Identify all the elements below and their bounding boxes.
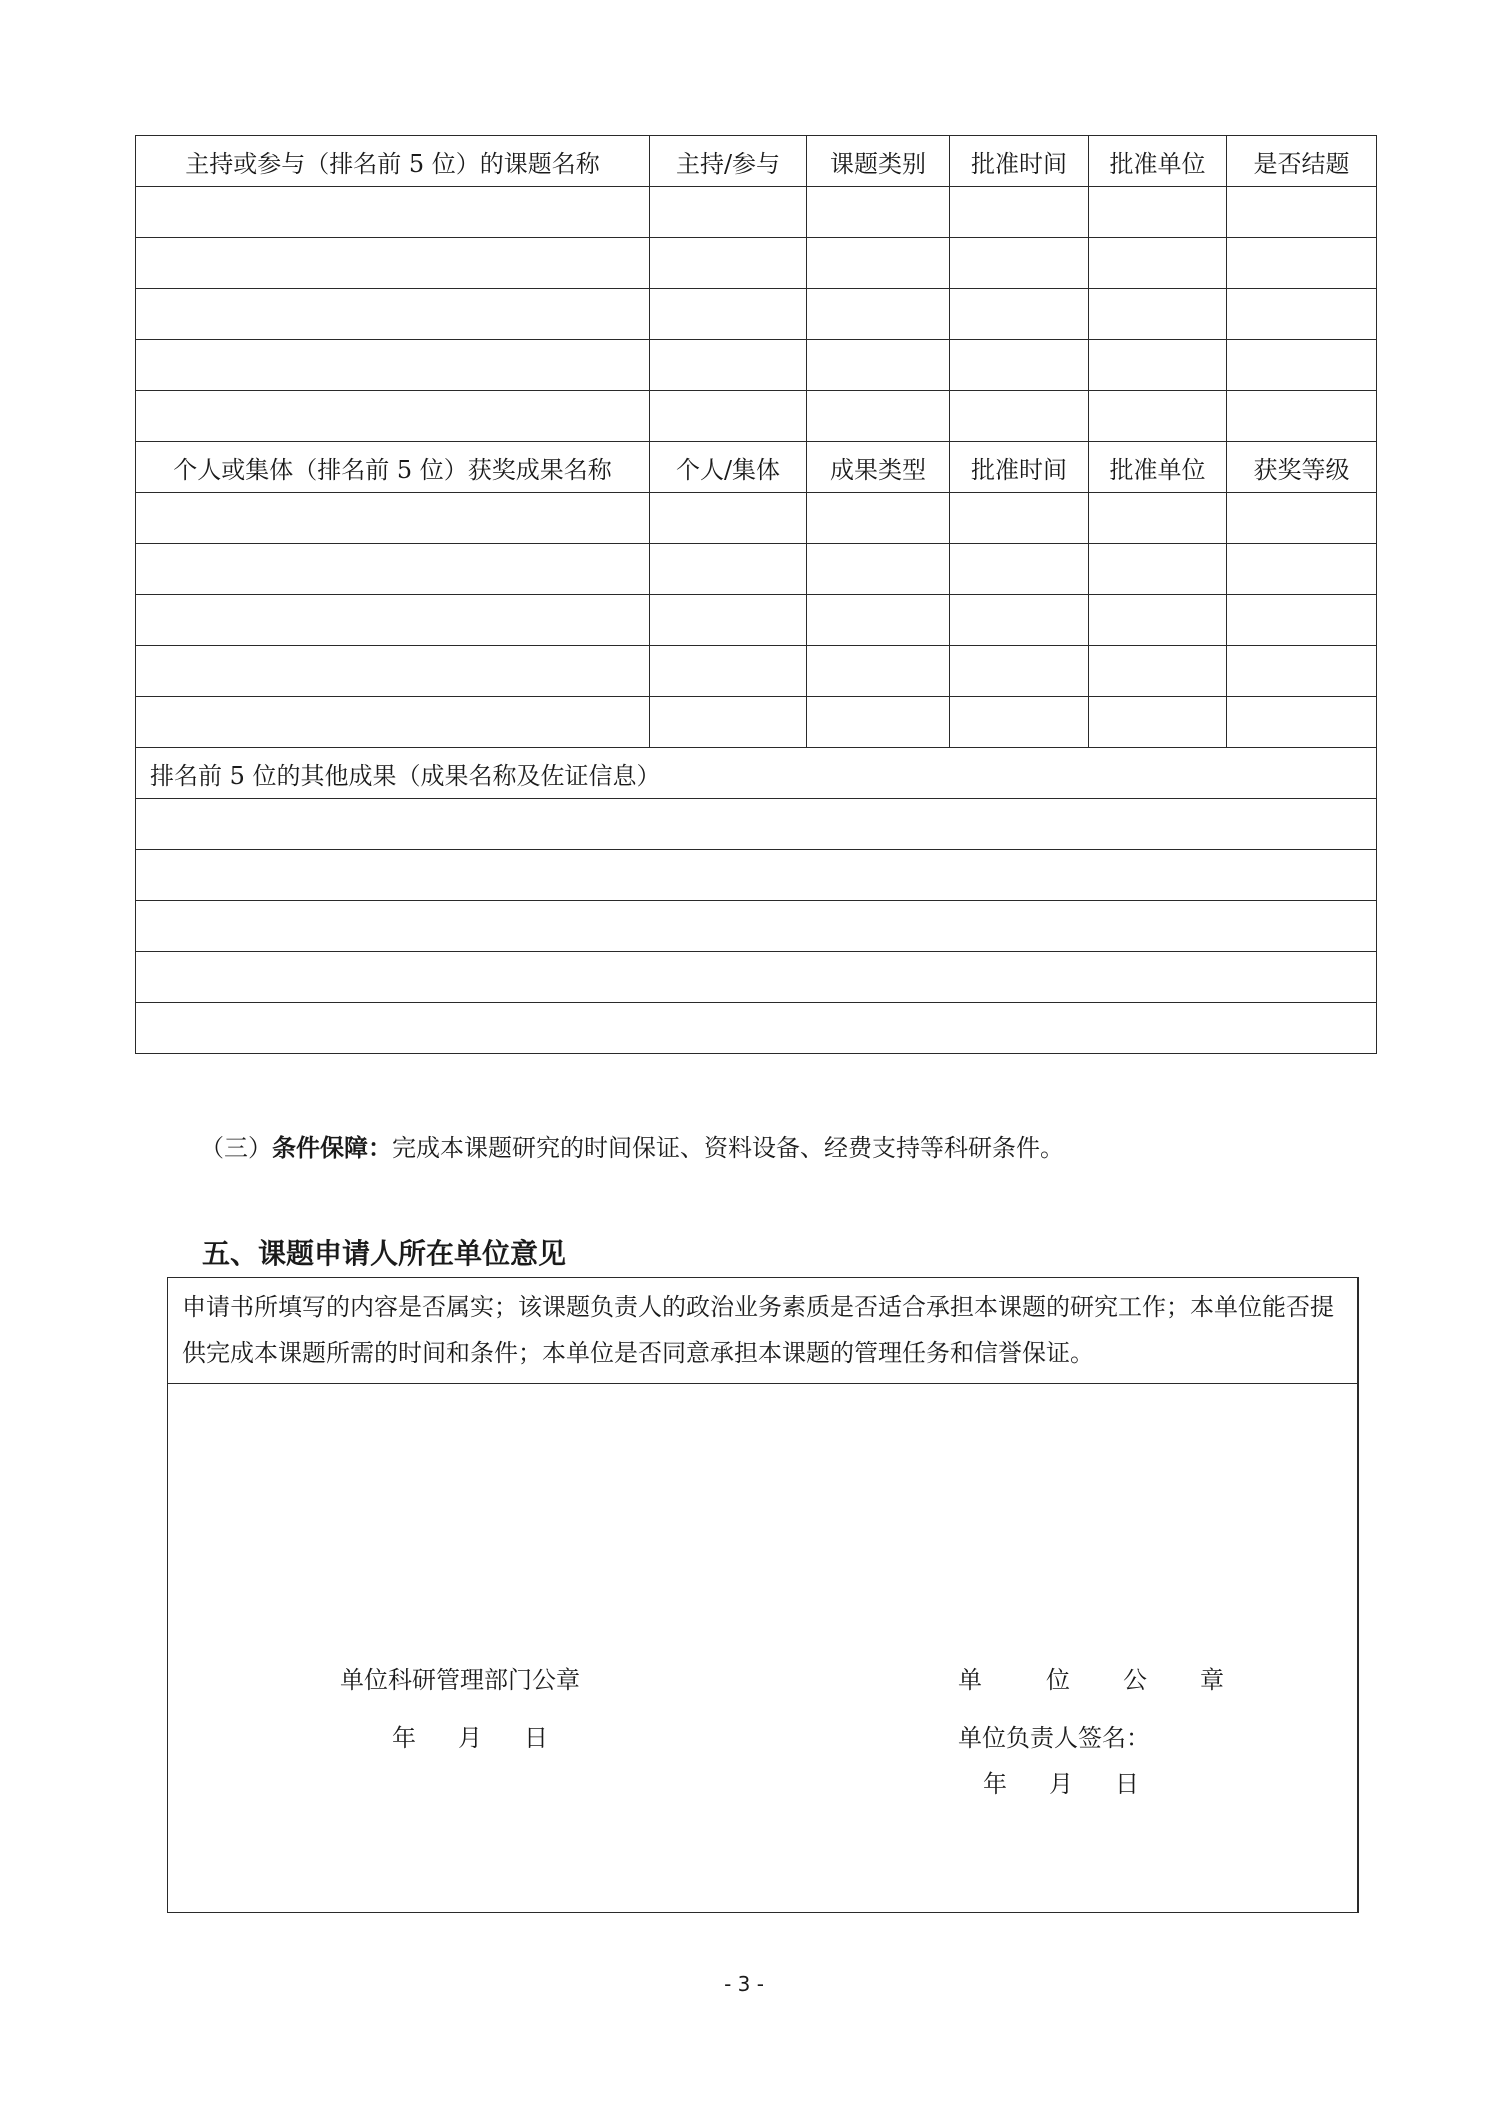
input-cell[interactable] bbox=[1089, 289, 1227, 340]
table-row bbox=[136, 289, 1377, 340]
input-cell[interactable] bbox=[1089, 187, 1227, 238]
input-cell[interactable] bbox=[650, 646, 807, 697]
input-cell[interactable] bbox=[650, 340, 807, 391]
other-header-row bbox=[136, 748, 1377, 799]
unit-opinion-description: 申请书所填写的内容是否属实；该课题负责人的政治业务素质是否适合承担本课题的研究工作；本单位能否提供完成本课题所需的时间和条件；本单位是否同意承担本课题的管理任务和信誉保证。 bbox=[168, 1278, 1357, 1384]
input-cell[interactable] bbox=[950, 595, 1089, 646]
input-cell[interactable] bbox=[1227, 187, 1377, 238]
input-cell[interactable] bbox=[136, 901, 1377, 952]
seal-char: 单 bbox=[958, 1666, 982, 1694]
signature-field[interactable]: 单位负责人签名： bbox=[958, 1724, 1150, 1752]
section-heading: 五、课题申请人所在单位意见 bbox=[202, 1237, 567, 1270]
header-cell: 批准时间 bbox=[950, 136, 1089, 187]
table-row bbox=[136, 493, 1377, 544]
input-cell[interactable] bbox=[136, 1003, 1377, 1054]
input-cell[interactable] bbox=[1227, 391, 1377, 442]
research-dept-seal-label: 单位科研管理部门公章 bbox=[340, 1666, 580, 1694]
header-cell: 是否结题 bbox=[1227, 136, 1377, 187]
table-row bbox=[136, 697, 1377, 748]
input-cell[interactable] bbox=[807, 544, 950, 595]
input-cell[interactable] bbox=[1089, 340, 1227, 391]
day-label: 日 bbox=[524, 1724, 548, 1752]
page-number: - 3 - bbox=[724, 1972, 764, 1996]
awards-header-row bbox=[136, 442, 1377, 493]
header-cell: 批准单位 bbox=[1089, 136, 1227, 187]
header-cell: 主持/参与 bbox=[650, 136, 807, 187]
day-label: 日 bbox=[1115, 1770, 1139, 1798]
input-cell[interactable] bbox=[950, 391, 1089, 442]
input-cell[interactable] bbox=[136, 289, 650, 340]
input-cell[interactable] bbox=[650, 493, 807, 544]
input-cell[interactable] bbox=[950, 646, 1089, 697]
seal-char: 章 bbox=[1200, 1666, 1224, 1694]
input-cell[interactable] bbox=[950, 289, 1089, 340]
input-cell[interactable] bbox=[136, 187, 650, 238]
input-cell[interactable] bbox=[1089, 493, 1227, 544]
input-cell[interactable] bbox=[1089, 238, 1227, 289]
input-cell[interactable] bbox=[136, 391, 650, 442]
input-cell[interactable] bbox=[1227, 697, 1377, 748]
table-row bbox=[136, 850, 1377, 901]
conditions-paragraph bbox=[200, 1128, 1064, 1163]
seal-char: 位 bbox=[1046, 1666, 1070, 1694]
header-cell: 批准单位 bbox=[1089, 442, 1227, 493]
input-cell[interactable] bbox=[950, 340, 1089, 391]
input-cell[interactable] bbox=[1089, 391, 1227, 442]
header-cell: 获奖等级 bbox=[1227, 442, 1377, 493]
header-cell: 个人/集体 bbox=[650, 442, 807, 493]
input-cell[interactable] bbox=[1089, 595, 1227, 646]
input-cell[interactable] bbox=[136, 340, 650, 391]
input-cell[interactable] bbox=[950, 187, 1089, 238]
input-cell[interactable] bbox=[650, 544, 807, 595]
input-cell[interactable] bbox=[1227, 238, 1377, 289]
input-cell[interactable] bbox=[950, 697, 1089, 748]
input-cell[interactable] bbox=[650, 595, 807, 646]
year-label: 年 bbox=[392, 1724, 416, 1752]
input-cell[interactable] bbox=[950, 544, 1089, 595]
input-cell[interactable] bbox=[136, 544, 650, 595]
table-row bbox=[136, 544, 1377, 595]
input-cell[interactable] bbox=[1227, 340, 1377, 391]
input-cell[interactable] bbox=[807, 187, 950, 238]
input-cell[interactable] bbox=[650, 289, 807, 340]
input-cell[interactable] bbox=[950, 238, 1089, 289]
table-row bbox=[136, 391, 1377, 442]
input-cell[interactable] bbox=[1089, 697, 1227, 748]
table-row bbox=[136, 901, 1377, 952]
conditions-text: 完成本课题研究的时间保证、资料设备、经费支持等科研条件。 bbox=[392, 1134, 1064, 1162]
unit-seal-label bbox=[958, 1660, 1224, 1695]
conditions-label: 条件保障： bbox=[272, 1133, 392, 1162]
input-cell[interactable] bbox=[1227, 493, 1377, 544]
table-row bbox=[136, 238, 1377, 289]
header-cell: 主持或参与（排名前 5 位）的课题名称 bbox=[136, 136, 650, 187]
achievements-table bbox=[135, 135, 1377, 1054]
input-cell[interactable] bbox=[650, 697, 807, 748]
header-cell: 批准时间 bbox=[950, 442, 1089, 493]
table-row bbox=[136, 595, 1377, 646]
input-cell[interactable] bbox=[136, 952, 1377, 1003]
input-cell[interactable] bbox=[136, 595, 650, 646]
input-cell[interactable] bbox=[650, 238, 807, 289]
header-cell: 成果类型 bbox=[807, 442, 950, 493]
input-cell[interactable] bbox=[650, 391, 807, 442]
input-cell[interactable] bbox=[1227, 544, 1377, 595]
input-cell[interactable] bbox=[950, 493, 1089, 544]
header-cell: 个人或集体（排名前 5 位）获奖成果名称 bbox=[136, 442, 650, 493]
input-cell[interactable] bbox=[1227, 646, 1377, 697]
input-cell[interactable] bbox=[807, 238, 950, 289]
table-row bbox=[136, 646, 1377, 697]
input-cell[interactable] bbox=[1227, 595, 1377, 646]
table-row bbox=[136, 1003, 1377, 1054]
input-cell[interactable] bbox=[650, 187, 807, 238]
right-date bbox=[983, 1764, 1139, 1799]
month-label: 月 bbox=[1049, 1770, 1073, 1798]
input-cell[interactable] bbox=[136, 850, 1377, 901]
year-label: 年 bbox=[983, 1770, 1007, 1798]
input-cell[interactable] bbox=[807, 697, 950, 748]
input-cell[interactable] bbox=[807, 646, 950, 697]
header-cell: 课题类别 bbox=[807, 136, 950, 187]
input-cell[interactable] bbox=[1089, 646, 1227, 697]
input-cell[interactable] bbox=[807, 289, 950, 340]
input-cell[interactable] bbox=[807, 340, 950, 391]
table-row bbox=[136, 187, 1377, 238]
seal-char: 公 bbox=[1123, 1666, 1147, 1694]
projects-header-row bbox=[136, 136, 1377, 187]
month-label: 月 bbox=[458, 1724, 482, 1752]
input-cell[interactable] bbox=[1227, 289, 1377, 340]
other-achievements-header: 排名前 5 位的其他成果（成果名称及佐证信息） bbox=[136, 748, 1377, 799]
input-cell[interactable] bbox=[807, 391, 950, 442]
input-cell[interactable] bbox=[136, 697, 650, 748]
input-cell[interactable] bbox=[136, 799, 1377, 850]
table-row bbox=[136, 952, 1377, 1003]
input-cell[interactable] bbox=[1089, 544, 1227, 595]
input-cell[interactable] bbox=[136, 646, 650, 697]
unit-opinion-box bbox=[167, 1277, 1359, 1913]
input-cell[interactable] bbox=[807, 595, 950, 646]
left-date bbox=[392, 1718, 548, 1753]
conditions-prefix: （三） bbox=[200, 1134, 272, 1162]
table-row bbox=[136, 340, 1377, 391]
table-row bbox=[136, 799, 1377, 850]
input-cell[interactable] bbox=[807, 493, 950, 544]
input-cell[interactable] bbox=[136, 238, 650, 289]
input-cell[interactable] bbox=[136, 493, 650, 544]
